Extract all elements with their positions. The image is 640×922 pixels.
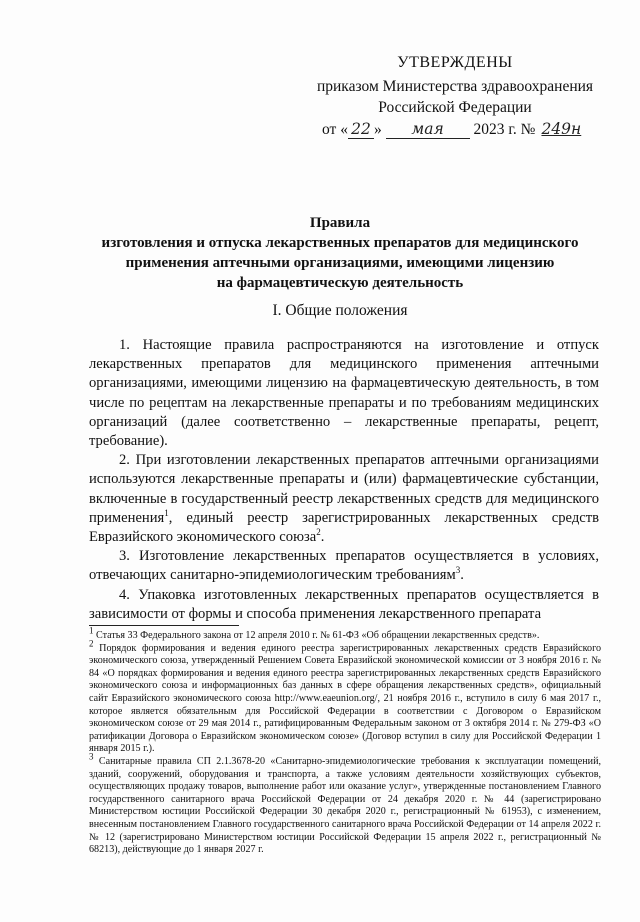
footnote-ref-1: 1 [164, 507, 169, 518]
approval-title: УТВЕРЖДЕНЫ [397, 54, 513, 71]
paragraph-4: 4. Упаковка изготовленных лекарственных препаратов осуществляется в зависимости от формы и способа применения лекарственного препарата [89, 586, 599, 622]
title-line-4: на фармацевтическую деятельность [216, 275, 464, 291]
date-suffix: 2023 г. № [473, 121, 536, 138]
footnote-2 [89, 638, 601, 756]
paragraph-2-text-b: , единый реестр зарегистрированных лекарственных средств Евразийского экономического союза [89, 509, 599, 546]
approval-block [300, 52, 610, 140]
paragraph-3-text-a: 3. Изготовление лекарственных препаратов осуществляется в условиях, отвечающих санитарно-эпидемиологическим требованиям [89, 548, 599, 584]
footnote-ref-3: 3 [455, 565, 461, 576]
handwritten-order-number: 249н [541, 120, 582, 138]
approval-date-line [322, 119, 610, 140]
footnote-3 [89, 751, 601, 857]
footnotes [89, 625, 601, 857]
footnote-3-mark: 3 [89, 751, 94, 762]
paragraph-2 [89, 451, 599, 547]
paragraph-2-text-a: 2. При изготовлении лекарственных препаратов аптечными организациями используются лекарственные препараты и (или) фармацевтические субстанции, включенные в государственный реестр лекарственных средств для медицинского применения [89, 452, 599, 526]
footnote-1-text: Статья 33 Федерального закона от 12 апреля 2010 г. № 61-ФЗ «Об обращении лекарственных средств». [93, 630, 540, 641]
footnote-1-mark: 1 [89, 625, 94, 636]
footnote-2-mark: 2 [89, 638, 94, 649]
paragraph-3-text-b: . [460, 567, 464, 584]
approval-order-line: приказом Министерства здравоохранения [316, 78, 594, 95]
title-line-3: применения аптечными организациями, имеющими лицензию [125, 255, 555, 271]
date-prefix: от « [322, 121, 348, 138]
footnote-2-text: Порядок формирования и ведения единого реестра зарегистрированных лекарственных средств Евразийского экономического союза, утвержденный Решением Совета Евразийской экономической комиссии от 3 ноября 2016 г. № 84 «О порядках формирования и ведения единого реестра зарегистрированных лекарственных средств Евразийского экономического союза и информационных баз данных в сфере обращения лекарственных средств», официальный сайт Евразийского экономического союза http://www.eaeunion.org/, 21 ноября 2016 г., вступило в силу 6 мая 2017 г., которое является обязательным для Российской Федерации в соответствии с Договором о Евразийском экономическом союзе от 29 мая 2014 г., ратифицированным Федеральным законом от 3 октября 2014 г. № 279-ФЗ «О ратификации Договора о Евразийском экономическом союзе» (Договор вступил в силу для Российской Федерации 1 января 2015 г.). [89, 642, 601, 755]
handwritten-month: мая [386, 121, 470, 139]
approval-ministry-line: Российской Федерации [378, 99, 532, 116]
document-body [89, 336, 599, 624]
paragraph-2-text-c: . [320, 529, 325, 546]
footnote-ref-2: 2 [316, 527, 321, 538]
document-title [60, 213, 620, 293]
title-line-1: Правила [309, 215, 371, 231]
paragraph-3 [89, 547, 599, 585]
footnote-3-text: Санитарные правила СП 2.1.3678-20 «Санитарно-эпидемиологические требования к эксплуатации помещений, зданий, сооружений, оборудования и транспорта, а также условиям деятельности хозяйствующих субъектов, осуществляющих продажу товаров, выполнение работ или оказание услуг», утвержденные постановлением Главного государственного санитарного врача Российской Федерации от 24 декабря 2020 г. № 44 (зарегистрировано Министерством юстиции Российской Федерации 30 декабря 2020 г., регистрационный № 61953), с изменением, внесенным постановлением Главного государственного санитарного врача Российской Федерации от 14 апреля 2022 г. № 12 (зарегистрировано Министерством юстиции Российской Федерации 15 апреля 2022 г., регистрационный № 68213), действующие до 1 января 2027 г. [89, 755, 601, 856]
footnote-1 [89, 625, 601, 643]
paragraph-1: 1. Настоящие правила распространяются на изготовление и отпуск лекарственных препаратов для медицинского применения аптечными организациями, имеющими лицензию на фармацевтическую деятельность, в том числе по рецептам на лекарственные препараты и по требованиям медицинских организаций (далее соответственно – лекарственные препараты, рецепт, требование). [89, 337, 599, 450]
title-line-2: изготовления и отпуска лекарственных препаратов для медицинского [101, 235, 579, 251]
date-mid: » [373, 121, 382, 138]
handwritten-day: 22 [348, 121, 374, 139]
section-heading: I. Общие положения [272, 302, 408, 319]
footnote-divider [89, 625, 239, 626]
